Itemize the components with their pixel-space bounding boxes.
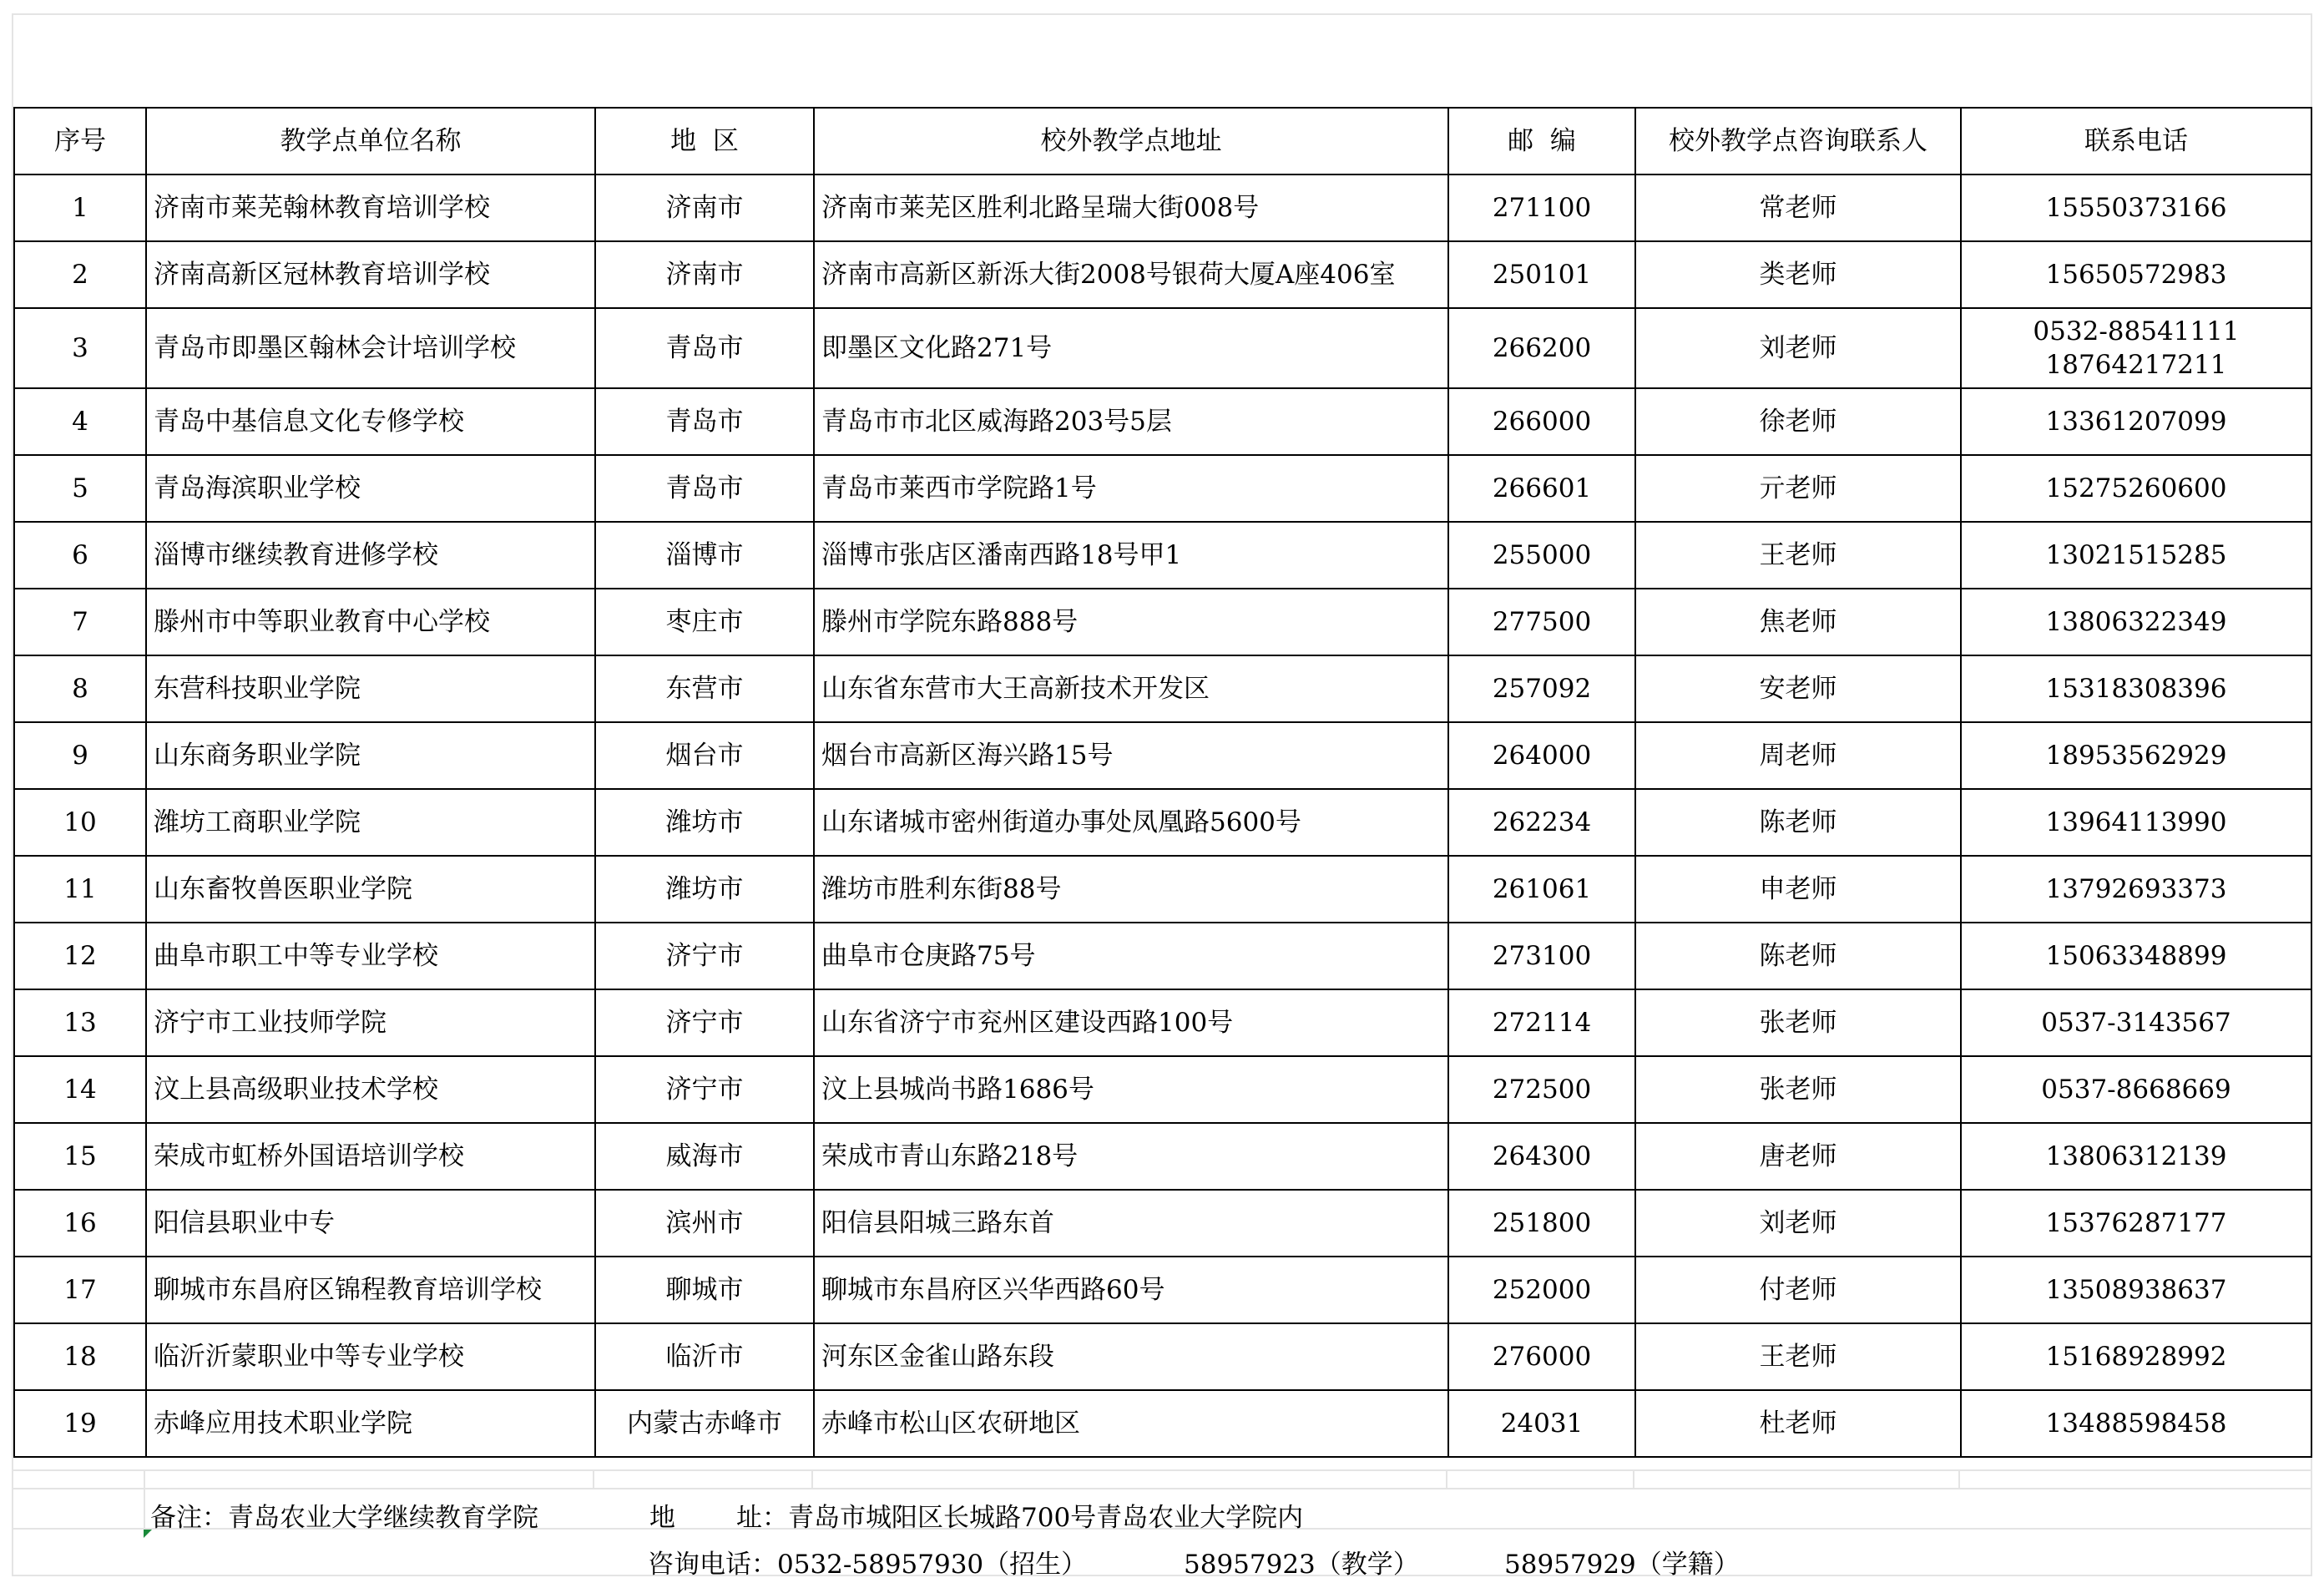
cell-contact: 唐老师 (1635, 1123, 1961, 1190)
address-text: 址：青岛市城阳区长城路700号青岛农业大学院内 (736, 1503, 1304, 1533)
cell-address: 山东省东营市大王高新技术开发区 (814, 655, 1448, 722)
cell-site-name: 汶上县高级职业技术学校 (146, 1056, 595, 1123)
consult-phone-recruit: 咨询电话：0532-58957930（招生） (648, 1550, 1088, 1580)
cell-phone (1961, 455, 2311, 522)
gridline (1446, 1469, 1447, 1488)
phone-number: 0532-88541111 (2033, 316, 2240, 346)
cell-phone (1961, 1257, 2311, 1323)
cell-phone (1961, 1323, 2311, 1390)
cell-zip: 272114 (1448, 989, 1635, 1056)
gridline (811, 1469, 813, 1488)
table-row (14, 789, 2311, 856)
phone-number: 0537-3143567 (2041, 1008, 2231, 1038)
cell-region: 潍坊市 (595, 789, 814, 856)
teaching-sites-table (13, 107, 2312, 1458)
table-row (14, 1190, 2311, 1257)
table-row (14, 241, 2311, 308)
phone-number: 15318308396 (2045, 674, 2227, 704)
header-phone: 联系电话 (1961, 108, 2311, 174)
cell-no: 3 (14, 308, 146, 388)
cell-phone (1961, 989, 2311, 1056)
table-row (14, 1257, 2311, 1323)
cell-address: 烟台市高新区海兴路15号 (814, 722, 1448, 789)
cell-no: 19 (14, 1390, 146, 1457)
cell-phone (1961, 1390, 2311, 1457)
phone-number: 15275260600 (2045, 473, 2227, 503)
cell-zip: 24031 (1448, 1390, 1635, 1457)
table-row (14, 1056, 2311, 1123)
cell-site-name: 曲阜市职工中等专业学校 (146, 923, 595, 989)
consult-phone-records: 58957929（学籍） (1504, 1550, 1740, 1580)
cell-zip: 252000 (1448, 1257, 1635, 1323)
cell-site-name: 青岛市即墨区翰林会计培训学校 (146, 308, 595, 388)
table-row (14, 308, 2311, 388)
cell-address: 曲阜市仓庚路75号 (814, 923, 1448, 989)
cell-contact: 陈老师 (1635, 789, 1961, 856)
cell-zip: 276000 (1448, 1323, 1635, 1390)
remark-text: 备注：青岛农业大学继续教育学院 (150, 1503, 538, 1533)
gridline (1958, 1469, 1960, 1488)
table-row (14, 1123, 2311, 1190)
cell-site-name: 滕州市中等职业教育中心学校 (146, 589, 595, 655)
gridline (12, 1488, 2312, 1489)
gridline (144, 1469, 145, 1528)
header-zip: 邮 编 (1448, 108, 1635, 174)
phone-number: 13488598458 (2045, 1408, 2227, 1439)
cell-zip: 250101 (1448, 241, 1635, 308)
cell-zip: 273100 (1448, 923, 1635, 989)
cell-address: 山东诸城市密州街道办事处凤凰路5600号 (814, 789, 1448, 856)
cell-address: 潍坊市胜利东街88号 (814, 856, 1448, 923)
cell-phone (1961, 923, 2311, 989)
cell-no: 14 (14, 1056, 146, 1123)
cell-address: 济南市莱芜区胜利北路呈瑞大街008号 (814, 174, 1448, 241)
cell-zip: 272500 (1448, 1056, 1635, 1123)
cell-contact: 申老师 (1635, 856, 1961, 923)
phone-number: 13508938637 (2045, 1275, 2227, 1305)
cell-site-name: 淄博市继续教育进修学校 (146, 522, 595, 589)
table-row (14, 455, 2311, 522)
cell-contact: 周老师 (1635, 722, 1961, 789)
cell-region: 东营市 (595, 655, 814, 722)
cell-region: 济宁市 (595, 1056, 814, 1123)
cell-zip: 266200 (1448, 308, 1635, 388)
cell-site-name: 东营科技职业学院 (146, 655, 595, 722)
cell-region: 青岛市 (595, 308, 814, 388)
cell-contact: 王老师 (1635, 522, 1961, 589)
cell-no: 18 (14, 1323, 146, 1390)
cell-contact: 刘老师 (1635, 308, 1961, 388)
cell-region: 内蒙古赤峰市 (595, 1390, 814, 1457)
cell-no: 10 (14, 789, 146, 856)
cell-phone (1961, 589, 2311, 655)
cell-phone (1961, 522, 2311, 589)
cell-address: 滕州市学院东路888号 (814, 589, 1448, 655)
cell-contact: 刘老师 (1635, 1190, 1961, 1257)
cell-address: 汶上县城尚书路1686号 (814, 1056, 1448, 1123)
table-row (14, 174, 2311, 241)
cell-region: 枣庄市 (595, 589, 814, 655)
table-row (14, 1390, 2311, 1457)
cell-contact: 焦老师 (1635, 589, 1961, 655)
cell-phone (1961, 655, 2311, 722)
cell-no: 13 (14, 989, 146, 1056)
cell-site-name: 青岛中基信息文化专修学校 (146, 388, 595, 455)
header-no: 序号 (14, 108, 146, 174)
cell-contact: 安老师 (1635, 655, 1961, 722)
phone-number: 15168928992 (2045, 1342, 2227, 1372)
cell-no: 2 (14, 241, 146, 308)
cell-phone (1961, 241, 2311, 308)
cell-region: 聊城市 (595, 1257, 814, 1323)
header-region: 地 区 (595, 108, 814, 174)
cell-region: 淄博市 (595, 522, 814, 589)
cell-zip: 264000 (1448, 722, 1635, 789)
gridline (1633, 1469, 1634, 1488)
cell-region: 潍坊市 (595, 856, 814, 923)
gridline (12, 13, 2312, 15)
cell-site-name: 山东商务职业学院 (146, 722, 595, 789)
header-address: 校外教学点地址 (814, 108, 1448, 174)
phone-number: 13792693373 (2045, 874, 2227, 904)
table-row (14, 655, 2311, 722)
cell-zip: 251800 (1448, 1190, 1635, 1257)
cell-phone (1961, 1123, 2311, 1190)
cell-zip: 262234 (1448, 789, 1635, 856)
cell-phone (1961, 174, 2311, 241)
cell-region: 滨州市 (595, 1190, 814, 1257)
table-row (14, 856, 2311, 923)
cell-phone (1961, 856, 2311, 923)
cell-phone (1961, 1190, 2311, 1257)
cell-address: 淄博市张店区潘南西路18号甲1 (814, 522, 1448, 589)
cell-zip: 261061 (1448, 856, 1635, 923)
table-row (14, 1323, 2311, 1390)
phone-number: 15550373166 (2045, 193, 2227, 223)
table-row (14, 923, 2311, 989)
table-body (14, 174, 2311, 1457)
cell-site-name: 济宁市工业技师学院 (146, 989, 595, 1056)
cell-region: 烟台市 (595, 722, 814, 789)
cell-no: 16 (14, 1190, 146, 1257)
cell-address: 济南市高新区新泺大街2008号银荷大厦A座406室 (814, 241, 1448, 308)
cell-site-name: 临沂沂蒙职业中等专业学校 (146, 1323, 595, 1390)
cell-site-name: 阳信县职业中专 (146, 1190, 595, 1257)
table-row (14, 589, 2311, 655)
phone-number: 18953562929 (2045, 741, 2227, 771)
header-name: 教学点单位名称 (146, 108, 595, 174)
phone-number: 13021515285 (2045, 540, 2227, 570)
cell-phone (1961, 722, 2311, 789)
cell-site-name: 青岛海滨职业学校 (146, 455, 595, 522)
cell-region: 济宁市 (595, 989, 814, 1056)
cell-site-name: 山东畜牧兽医职业学院 (146, 856, 595, 923)
cell-zip: 264300 (1448, 1123, 1635, 1190)
cell-region: 青岛市 (595, 388, 814, 455)
table-header-row (14, 108, 2311, 174)
cell-address: 聊城市东昌府区兴华西路60号 (814, 1257, 1448, 1323)
cell-contact: 类老师 (1635, 241, 1961, 308)
cell-contact: 亓老师 (1635, 455, 1961, 522)
cell-site-name: 济南高新区冠林教育培训学校 (146, 241, 595, 308)
cell-site-name: 聊城市东昌府区锦程教育培训学校 (146, 1257, 595, 1323)
consult-phone-teaching: 58957923（教学） (1184, 1550, 1419, 1580)
phone-number: 15650572983 (2045, 260, 2227, 290)
cell-address: 青岛市莱西市学院路1号 (814, 455, 1448, 522)
cell-zip: 266601 (1448, 455, 1635, 522)
cell-no: 9 (14, 722, 146, 789)
cell-region: 青岛市 (595, 455, 814, 522)
cell-comment-marker (144, 1530, 152, 1538)
cell-site-name: 赤峰应用技术职业学院 (146, 1390, 595, 1457)
address-label: 地 (649, 1503, 675, 1533)
cell-region: 济南市 (595, 241, 814, 308)
cell-no: 15 (14, 1123, 146, 1190)
cell-no: 6 (14, 522, 146, 589)
cell-contact: 张老师 (1635, 989, 1961, 1056)
cell-phone (1961, 789, 2311, 856)
cell-no: 11 (14, 856, 146, 923)
cell-contact: 常老师 (1635, 174, 1961, 241)
cell-address: 青岛市市北区威海路203号5层 (814, 388, 1448, 455)
cell-address: 赤峰市松山区农研地区 (814, 1390, 1448, 1457)
header-contact: 校外教学点咨询联系人 (1635, 108, 1961, 174)
cell-contact: 张老师 (1635, 1056, 1961, 1123)
cell-zip: 255000 (1448, 522, 1635, 589)
cell-no: 4 (14, 388, 146, 455)
phone-number: 13361207099 (2045, 407, 2227, 437)
cell-contact: 杜老师 (1635, 1390, 1961, 1457)
cell-address: 河东区金雀山路东段 (814, 1323, 1448, 1390)
cell-region: 威海市 (595, 1123, 814, 1190)
cell-zip: 277500 (1448, 589, 1635, 655)
cell-zip: 271100 (1448, 174, 1635, 241)
cell-no: 17 (14, 1257, 146, 1323)
phone-number: 13806322349 (2045, 607, 2227, 637)
gridline (593, 1469, 594, 1488)
cell-site-name: 荣成市虹桥外国语培训学校 (146, 1123, 595, 1190)
cell-region: 济宁市 (595, 923, 814, 989)
cell-phone (1961, 388, 2311, 455)
cell-no: 5 (14, 455, 146, 522)
table-row (14, 989, 2311, 1056)
gridline (12, 1469, 2312, 1471)
cell-no: 7 (14, 589, 146, 655)
cell-contact: 陈老师 (1635, 923, 1961, 989)
cell-site-name: 济南市莱芜翰林教育培训学校 (146, 174, 595, 241)
phone-number: 15063348899 (2045, 941, 2227, 971)
cell-contact: 王老师 (1635, 1323, 1961, 1390)
cell-region: 临沂市 (595, 1323, 814, 1390)
cell-address: 阳信县阳城三路东首 (814, 1190, 1448, 1257)
cell-zip: 266000 (1448, 388, 1635, 455)
phone-number: 0537-8668669 (2041, 1075, 2231, 1105)
phone-number: 13964113990 (2045, 807, 2227, 837)
cell-address: 即墨区文化路271号 (814, 308, 1448, 388)
cell-contact: 付老师 (1635, 1257, 1961, 1323)
phone-number: 15376287177 (2045, 1208, 2227, 1238)
phone-number: 18764217211 (2045, 350, 2227, 380)
table-row (14, 722, 2311, 789)
gridline (12, 1575, 2312, 1576)
cell-no: 8 (14, 655, 146, 722)
phone-number: 13806312139 (2045, 1141, 2227, 1171)
cell-site-name: 潍坊工商职业学院 (146, 789, 595, 856)
table-row (14, 388, 2311, 455)
cell-no: 12 (14, 923, 146, 989)
cell-zip: 257092 (1448, 655, 1635, 722)
cell-address: 荣成市青山东路218号 (814, 1123, 1448, 1190)
cell-contact: 徐老师 (1635, 388, 1961, 455)
cell-region: 济南市 (595, 174, 814, 241)
cell-no: 1 (14, 174, 146, 241)
cell-phone (1961, 1056, 2311, 1123)
cell-phone (1961, 308, 2311, 388)
cell-address: 山东省济宁市兖州区建设西路100号 (814, 989, 1448, 1056)
table-row (14, 522, 2311, 589)
